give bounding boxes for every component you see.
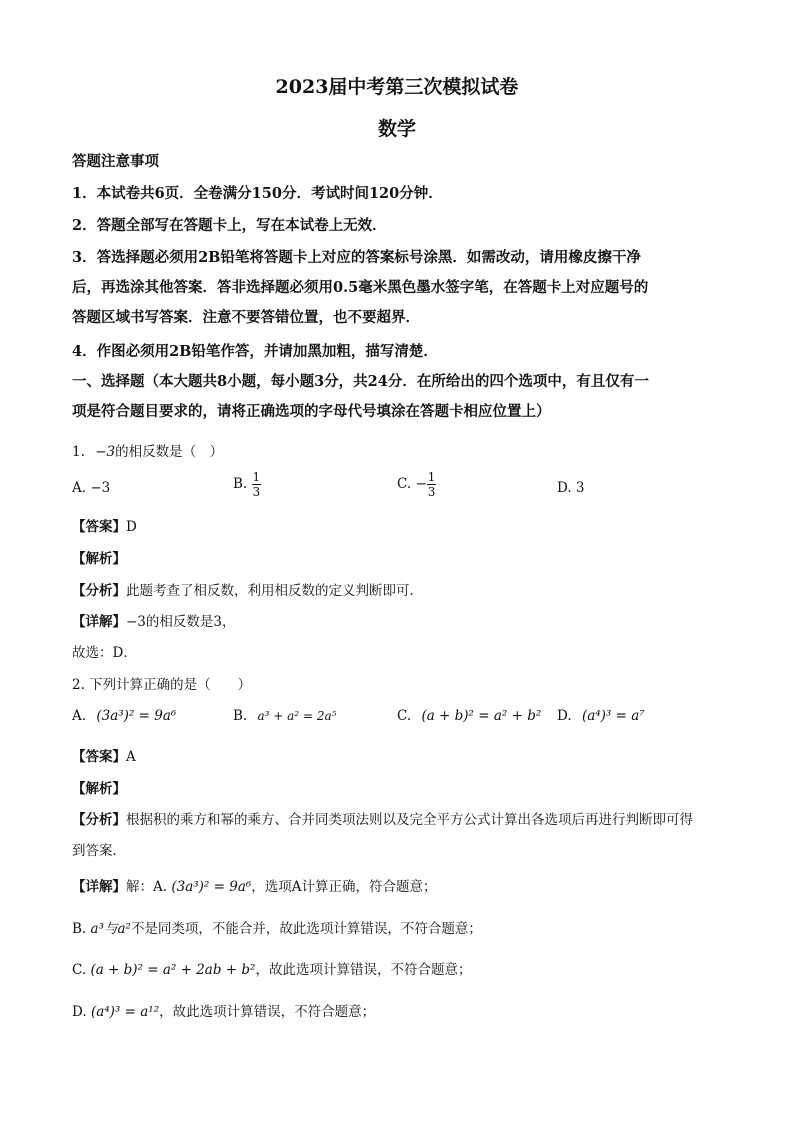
- section-heading-line1: 一、选择题（本大题共8小题，每小题3分，共24分．在所给出的四个选项中，有且仅有一: [72, 373, 649, 390]
- denominator: 3: [427, 485, 436, 499]
- detail-tag: 【详解】: [72, 879, 126, 895]
- page-title: 2023届中考第三次模拟试卷: [275, 76, 519, 98]
- question-1-stem: [72, 440, 223, 460]
- fraction: [427, 470, 437, 499]
- question-2-stem: 2. 下列计算正确的是（ ）: [72, 677, 252, 693]
- answer-value: D: [126, 519, 137, 535]
- detail-math: a³与a²: [90, 921, 131, 937]
- detail-text: ，故此选项计算错误，不符合题意；: [255, 962, 472, 978]
- detail-text: −3的相反数是3，: [126, 614, 236, 630]
- q1-option-a: A. −3: [72, 480, 111, 496]
- q2-fenxi-line1: [72, 808, 693, 828]
- notice-item: 1．本试卷共6页．全卷满分150分．考试时间120分钟．: [72, 185, 443, 202]
- numerator: 1: [427, 470, 436, 484]
- subject-title: 数学: [377, 118, 416, 140]
- q2-detail-d: [72, 1000, 375, 1020]
- detail-prefix: 解：A.: [126, 879, 168, 895]
- q1-option-d: D. 3: [557, 480, 585, 496]
- q2-option-c: [397, 708, 541, 724]
- fenxi-text: 根据积的乘方和幂的乘方、合并同类项法则以及完全平方公式计算出各选项后再进行判断即可得: [126, 812, 693, 828]
- notice-item: 4．作图必须用2B铅笔作答，并请加黑加粗，描写清楚．: [72, 343, 438, 360]
- detail-text: ，故此选项计算错误，不符合题意；: [159, 1004, 376, 1020]
- detail-prefix: C.: [72, 962, 87, 978]
- question-number: 1.: [72, 444, 85, 460]
- fraction: [252, 470, 262, 499]
- notice-heading: 答题注意事项: [72, 153, 159, 170]
- answer-tag: 【答案】: [72, 749, 126, 765]
- numerator: 1: [252, 470, 261, 484]
- detail-math: (a + b)² = a² + 2ab + b²: [90, 962, 256, 978]
- fenxi-tag: 【分析】: [72, 812, 126, 828]
- q2-answer: [72, 745, 136, 765]
- fenxi-text: 此题考查了相反数，利用相反数的定义判断即可．: [126, 583, 423, 599]
- option-label: C.: [397, 708, 412, 724]
- option-math: (a⁴)³ = a⁷: [581, 708, 645, 724]
- q2-fenxi-line2: 到答案．: [72, 843, 126, 859]
- detail-prefix: D.: [72, 1004, 87, 1020]
- notice-item: 2．答题全部写在答题卡上，写在本试卷上无效．: [72, 217, 387, 234]
- q2-detail-c: [72, 958, 471, 978]
- q1-fenxi: [72, 579, 423, 599]
- notice-item: 3．答选择题必须用2B铅笔将答题卡上对应的答案标号涂黑．如需改动，请用橡皮擦干净: [72, 249, 641, 266]
- q1-detail: [72, 610, 236, 630]
- minus-sign: −: [415, 476, 427, 492]
- section-heading-line2: 项是符合题目要求的，请将正确选项的字母代号填涂在答题卡相应位置上）: [72, 403, 551, 420]
- option-math: (3a³)² = 9a⁶: [96, 708, 177, 724]
- q2-option-a: [72, 708, 176, 724]
- option-math: a³ + a² = 2a⁵: [257, 709, 337, 723]
- q2-option-b: [233, 708, 336, 724]
- detail-text: 不是同类项，不能合并，故此选项计算错误，不符合题意；: [130, 921, 482, 937]
- stem-text: 的相反数是（ ）: [115, 444, 224, 460]
- fenxi-tag: 【分析】: [72, 583, 126, 599]
- q1-answer: [72, 515, 137, 535]
- option-math: (a + b)² = a² + b²: [421, 708, 542, 724]
- stem-math: −3: [95, 444, 116, 460]
- detail-prefix: B.: [72, 921, 87, 937]
- option-label: B.: [233, 476, 248, 492]
- notice-item: 答题区域书写答案．注意不要答错位置，也不要超界．: [72, 309, 420, 326]
- answer-tag: 【答案】: [72, 519, 126, 535]
- q2-detail-b: [72, 917, 482, 937]
- detail-text: ，选项A计算正确，符合题意；: [251, 879, 437, 895]
- option-label: A.: [72, 708, 87, 724]
- q1-option-c: [397, 470, 436, 499]
- answer-value: A: [126, 749, 136, 765]
- notice-item: 后，再选涂其他答案．答非选择题必须用0.5毫米黑色墨水签字笔，在答题卡上对应题号的: [72, 279, 649, 296]
- option-label: C.: [397, 476, 412, 492]
- option-label: B.: [233, 708, 248, 724]
- denominator: 3: [252, 485, 261, 499]
- q2-detail-a: [72, 875, 437, 895]
- q1-option-b: [233, 470, 261, 499]
- q1-choose: 故选：D．: [72, 645, 137, 661]
- q1-analysis-tag: 【解析】: [72, 551, 126, 567]
- q2-analysis-tag: 【解析】: [72, 781, 126, 797]
- q2-option-d: [557, 708, 645, 724]
- option-label: D.: [557, 708, 572, 724]
- detail-math: (a⁴)³ = a¹²: [90, 1004, 160, 1020]
- detail-math: (3a³)² = 9a⁶: [171, 879, 252, 895]
- detail-tag: 【详解】: [72, 614, 126, 630]
